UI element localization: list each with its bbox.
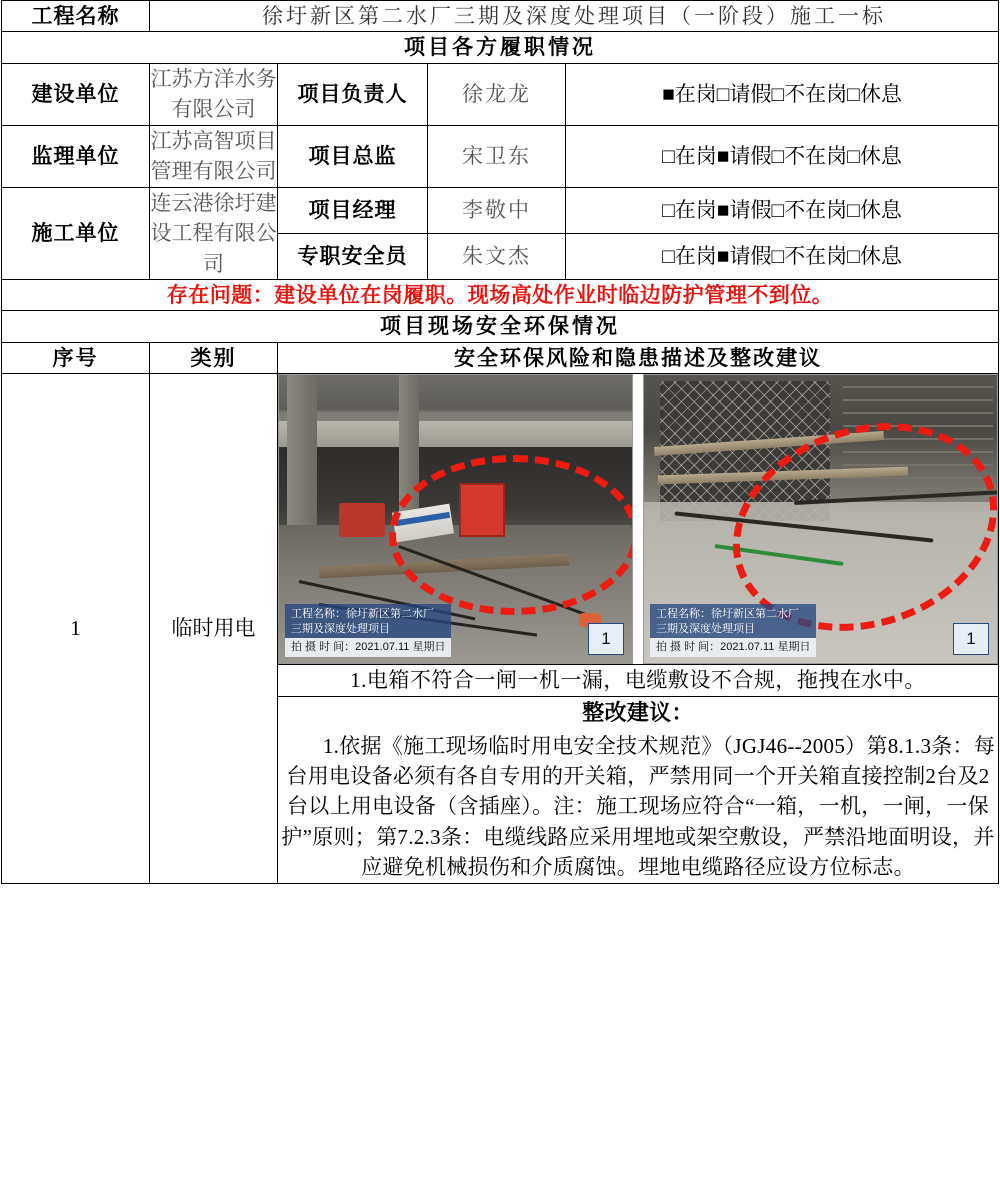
- photo-index-badge: 1: [588, 623, 624, 655]
- advice-title: 整改建议：: [582, 699, 694, 725]
- party-row: [2, 125, 999, 187]
- advice-body: 1.依据《施工现场临时用电安全技术规范》（JGJ46--2005）第8.1.3条：每台用电设备必须有各自专用的开关箱，严禁用同一个开关箱直接控制2台及2台以上用电设备（含插座）。注：施工现场应符合“一箱，一机，一闸，一保护”原则；第7.2.3条：电缆线路应采用埋地或架空敷设，严禁沿地面明设，并应避免机械损伤和介质腐蚀。埋地电缆路径应设方位标志。: [281, 733, 996, 880]
- header-seq: 序号: [2, 342, 150, 373]
- party-person-name: 朱文杰: [428, 233, 566, 279]
- header-category: 类别: [150, 342, 278, 373]
- party-status-checkboxes[interactable]: □在岗■请假□不在岗□休息: [566, 187, 999, 233]
- photo-welding-machine: [339, 503, 385, 537]
- photo-slab: [279, 421, 632, 447]
- party-status-checkboxes[interactable]: □在岗■请假□不在岗□休息: [566, 233, 999, 279]
- record-description: 1.电箱不符合一闸一机一漏，电缆敷设不合规，拖拽在水中。: [278, 665, 999, 696]
- site-photo-electrical-box[interactable]: [278, 374, 633, 664]
- party-unit-label: 监理单位: [2, 125, 150, 187]
- photo-index-badge: 1: [953, 623, 989, 655]
- party-row: [2, 187, 999, 233]
- column-header-row: [2, 342, 999, 373]
- project-name-row: [2, 1, 999, 32]
- stamp-line-2: 三期及深度处理项目: [291, 622, 390, 635]
- party-role-label: 项目负责人: [278, 63, 428, 125]
- record-advice-cell: [278, 696, 999, 883]
- photo-gallery: [278, 374, 998, 664]
- site-safety-title-row: [2, 311, 999, 342]
- party-unit-label: 建设单位: [2, 63, 150, 125]
- inspection-table: [1, 0, 999, 884]
- party-org-name: 连云港徐圩建设工程有限公司: [150, 187, 278, 279]
- party-role-label: 项目总监: [278, 125, 428, 187]
- problem-note: 存在问题：建设单位在岗履职。现场高处作业时临边防护管理不到位。: [2, 279, 999, 310]
- party-org-name: 江苏方洋水务有限公司: [150, 63, 278, 125]
- party-person-name: 徐龙龙: [428, 63, 566, 125]
- record-photo-cell: [278, 374, 999, 665]
- stamp-line-1: 工程名称：徐圩新区第二水厂: [656, 607, 799, 620]
- party-unit-label: 施工单位: [2, 187, 150, 279]
- party-status-checkboxes[interactable]: ■在岗□请假□不在岗□休息: [566, 63, 999, 125]
- stamp-line-1: 工程名称：徐圩新区第二水厂: [291, 607, 434, 620]
- photo-watermark-stamp: [285, 604, 451, 658]
- record-photos-row: [2, 374, 999, 665]
- stamp-line-2: 三期及深度处理项目: [656, 622, 755, 635]
- project-name-label: 工程名称: [2, 1, 150, 32]
- record-category: 临时用电: [150, 374, 278, 884]
- highlight-ellipse: [389, 455, 633, 615]
- party-role-label: 项目经理: [278, 187, 428, 233]
- stamp-line-3: 拍 摄 时 间：2021.07.11 星期日: [650, 638, 816, 657]
- header-description: 安全环保风险和隐患描述及整改建议: [278, 342, 999, 373]
- project-name-value: 徐圩新区第二水厂三期及深度处理项目（一阶段）施工一标: [150, 1, 999, 32]
- party-role-label: 专职安全员: [278, 233, 428, 279]
- site-safety-title: 项目现场安全环保情况: [2, 311, 999, 342]
- site-photo-wet-floor-cable[interactable]: [643, 374, 998, 664]
- party-status-checkboxes[interactable]: □在岗■请假□不在岗□休息: [566, 125, 999, 187]
- photo-pillar: [287, 375, 317, 533]
- party-person-name: 李敬中: [428, 187, 566, 233]
- duties-section-title-row: [2, 32, 999, 63]
- party-org-name: 江苏高智项目管理有限公司: [150, 125, 278, 187]
- record-seq: 1: [2, 374, 150, 884]
- party-row: [2, 63, 999, 125]
- photo-watermark-stamp: [650, 604, 816, 658]
- problem-note-row: [2, 279, 999, 310]
- party-person-name: 宋卫东: [428, 125, 566, 187]
- duties-section-title: 项目各方履职情况: [2, 32, 999, 63]
- stamp-line-3: 拍 摄 时 间：2021.07.11 星期日: [285, 638, 451, 657]
